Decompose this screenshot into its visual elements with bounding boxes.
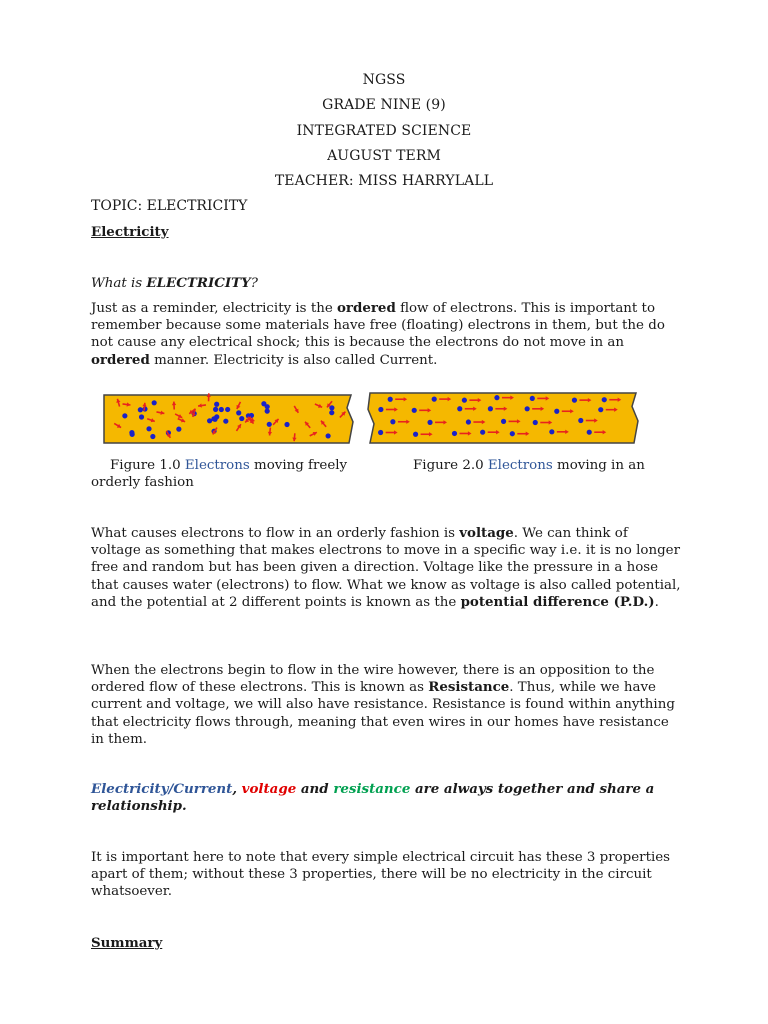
rel-current: Electricity/Current (91, 781, 233, 797)
electron (427, 420, 432, 425)
question-suffix: ? (250, 276, 258, 291)
electron (176, 427, 181, 432)
fig2-electrons: Electrons (487, 458, 553, 473)
electron (466, 419, 471, 424)
electron (510, 431, 515, 436)
intro-text-3: manner. Electricity is also called Current. (149, 352, 438, 368)
electron (378, 407, 383, 412)
electron (413, 432, 418, 437)
electron (501, 419, 506, 424)
electron (388, 397, 393, 402)
resistance-bold-1: Resistance (428, 679, 510, 696)
section-heading: Electricity (91, 224, 169, 240)
fig1-suffix: moving freely (249, 458, 348, 473)
electron (214, 414, 219, 419)
electron (533, 420, 538, 425)
header-subject: INTEGRATED SCIENCE (296, 123, 472, 139)
rel-sep-1: , (232, 781, 242, 797)
electron (494, 395, 499, 400)
header-grade: GRADE NINE (9) (322, 97, 446, 113)
voltage-paragraph (91, 525, 681, 611)
electron (239, 416, 244, 421)
electron (462, 398, 467, 403)
electron (146, 426, 151, 431)
rel-resistance: resistance (333, 781, 411, 797)
figure-1-caption (110, 458, 347, 473)
electron (452, 431, 457, 436)
rel-rest: are always together and share a relationship. (91, 781, 655, 815)
relationship-statement (91, 781, 681, 815)
summary-heading: Summary (91, 935, 163, 951)
voltage-text-2: . We can think of voltage as something that makes electrons to move in a specific way i.e. it is no longer free and random but has been given a direction. Voltage like the pressure in a hose that causes water (electrons) to flow. What we know as voltage is also called potential, and the potential at 2 different points is known as the (91, 526, 681, 610)
intro-bold-2: ordered (91, 351, 150, 368)
electron (602, 397, 607, 402)
electron (480, 430, 485, 435)
electron (432, 397, 437, 402)
electron (378, 430, 383, 435)
header-term: AUGUST TERM (327, 148, 441, 164)
intro-paragraph (91, 300, 681, 369)
header-teacher: TEACHER: MISS HARRYLALL (274, 173, 494, 189)
electron (265, 404, 270, 409)
figure-2-caption (413, 458, 645, 473)
rel-voltage: voltage (241, 781, 297, 797)
intro-text-2: flow of electrons. This is important to remember because some materials have free (floating) electrons in them, but the do not cause any electrical shock; this is because the electrons do not move in an (91, 301, 665, 351)
electron (225, 407, 230, 412)
question-line (91, 275, 258, 291)
electron (267, 422, 272, 427)
electron (578, 418, 583, 423)
figure-caption-continuation: orderly fashion (91, 475, 194, 490)
voltage-bold-2: potential difference (P.D.) (460, 593, 655, 610)
rel-sep-2: and (296, 781, 334, 797)
resistance-text-2: . Thus, while we have current and voltage, we will also have resistance. Resistance is found within anything that electricity flows through, meaning that even wires in our homes have resistance in them. (91, 680, 675, 747)
electron (138, 407, 143, 412)
topic-heading: TOPIC: ELECTRICITY (91, 198, 248, 214)
fig2-prefix: Figure 2.0 (413, 458, 488, 473)
electron (223, 419, 228, 424)
electron (284, 422, 289, 427)
electron (587, 430, 592, 435)
electron (150, 434, 155, 439)
fig1-electrons: Electrons (184, 458, 250, 473)
resistance-text-1: When the electrons begin to flow in the wire however, there is an opposition to the ordered flow of these electrons. This is known as (91, 663, 655, 696)
electron (152, 400, 157, 405)
electron (122, 413, 127, 418)
electron (572, 398, 577, 403)
electron (457, 406, 462, 411)
electron (329, 410, 334, 415)
voltage-text-3: . (654, 594, 659, 610)
question-bold: ELECTRICITY (146, 275, 251, 291)
electron (412, 408, 417, 413)
wire-body (368, 393, 638, 443)
figure-2-wire-diagram (366, 389, 640, 447)
electron (554, 409, 559, 414)
resistance-paragraph (91, 662, 681, 748)
question-prefix: What is (91, 276, 147, 291)
electron (219, 407, 224, 412)
fig2-suffix: moving in an (552, 458, 645, 473)
voltage-bold-1: voltage (459, 525, 514, 541)
electron (530, 396, 535, 401)
electron (214, 402, 219, 407)
circuit-paragraph: It is important here to note that every simple electrical circuit has these 3 properties apart of them; without these 3 properties, there will be no electricity in the circuit whatsoever. (91, 850, 671, 900)
header-ngss: NGSS (362, 72, 406, 88)
intro-bold-1: ordered (337, 300, 396, 316)
electron (265, 409, 270, 414)
electron (130, 432, 135, 437)
electron (525, 406, 530, 411)
electron (213, 407, 218, 412)
electron (598, 407, 603, 412)
figure-1-wire-diagram (100, 391, 355, 447)
electron (390, 419, 395, 424)
voltage-text-1: What causes electrons to flow in an orderly fashion is (91, 526, 460, 541)
electron (236, 410, 241, 415)
electron (139, 414, 144, 419)
electron (549, 429, 554, 434)
fig1-prefix: Figure 1.0 (110, 458, 185, 473)
electron (326, 433, 331, 438)
electron (488, 406, 493, 411)
intro-text-1: Just as a reminder, electricity is the (91, 301, 337, 316)
